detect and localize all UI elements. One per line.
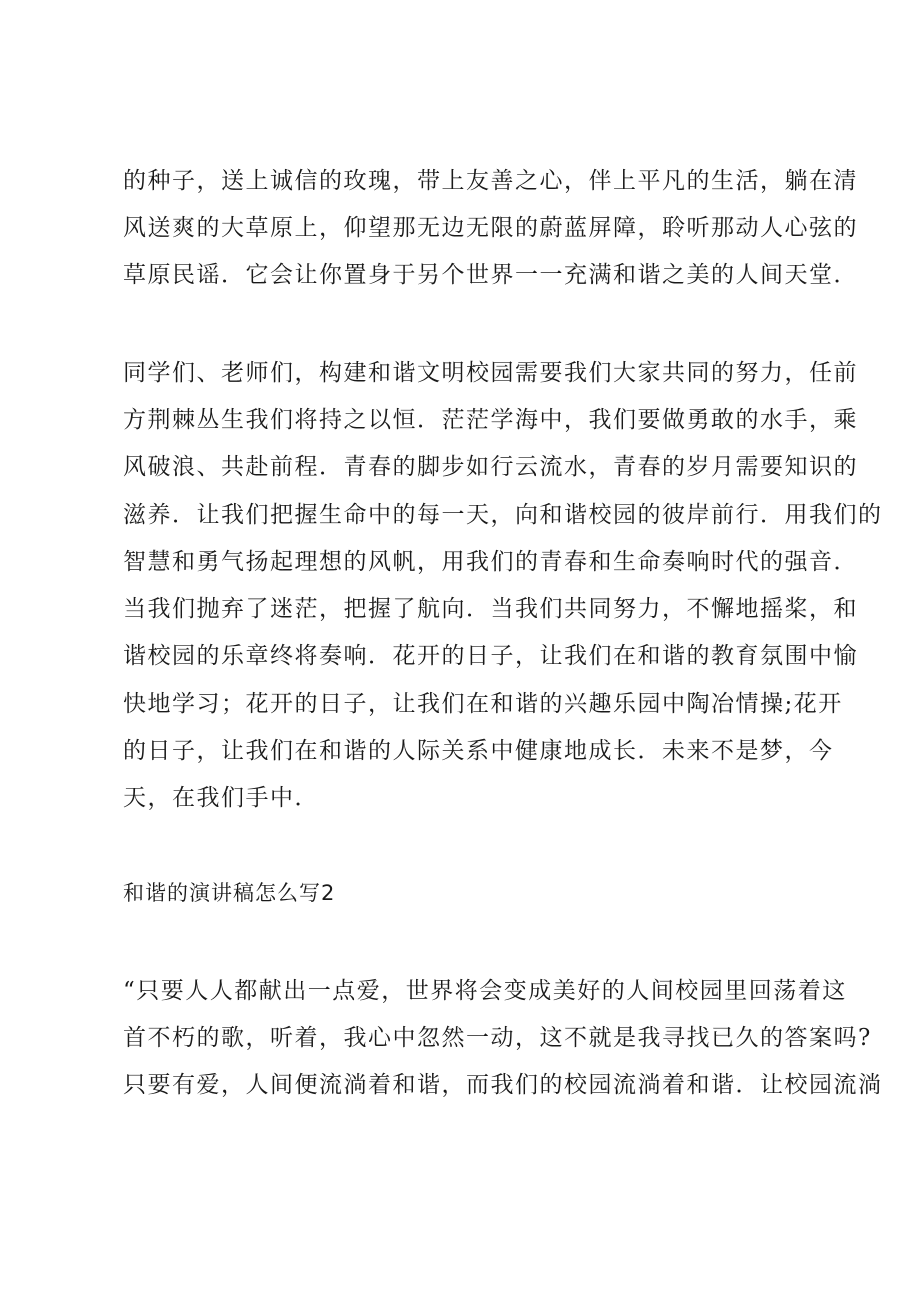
paragraph-line: 天，在我们手中．: [123, 785, 319, 811]
paragraph-line: 风破浪、共赴前程．青春的脚步如行云流水，青春的岁月需要知识的: [123, 454, 858, 480]
paragraph-line: 谐校园的乐章终将奏响．花开的日子，让我们在和谐的教育氛围中愉: [123, 643, 858, 669]
paragraph-line: 滋养．让我们把握生命中的每一天，向和谐校园的彼岸前行．用我们的: [123, 502, 883, 528]
paragraph-line: 智慧和勇气扬起理想的风帆，用我们的青春和生命奏响时代的强音．: [123, 549, 858, 575]
paragraph-line: 草原民谣．它会让你置身于另个世界一一充满和谐之美的人间天堂．: [123, 262, 858, 288]
paragraph-line: 的种子，送上诚信的玫瑰，带上友善之心，伴上平凡的生活，躺在清: [123, 168, 858, 194]
paragraph-line: 风送爽的大草原上，仰望那无边无限的蔚蓝屏障，聆听那动人心弦的: [123, 215, 858, 241]
paragraph-line: 只要有爱，人间便流淌着和谐，而我们的校园流淌着和谐．让校园流淌: [123, 1072, 883, 1098]
paragraph-line: 方荆棘丛生我们将持之以恒．茫茫学海中，我们要做勇敢的水手，乘: [123, 407, 858, 433]
paragraph-line: 同学们、老师们，构建和谐文明校园需要我们大家共同的努力，任前: [123, 360, 858, 386]
paragraph-line: 当我们抛弃了迷茫，把握了航向．当我们共同努力，不懈地摇桨，和: [123, 596, 858, 622]
section-heading: 和谐的演讲稿怎么写2: [123, 881, 336, 905]
paragraph-line: 快地学习；花开的日子，让我们在和谐的兴趣乐园中陶冶情操;花开: [123, 691, 843, 717]
paragraph-line: 的日子，让我们在和谐的人际关系中健康地成长．未来不是梦，今: [123, 738, 834, 764]
paragraph-line: 首不朽的歌，听着，我心中忽然一动，这不就是我寻找已久的答案吗?: [123, 1025, 872, 1051]
paragraph-line: “只要人人都献出一点爱，世界将会变成美好的人间校园里回荡着这: [123, 978, 847, 1004]
